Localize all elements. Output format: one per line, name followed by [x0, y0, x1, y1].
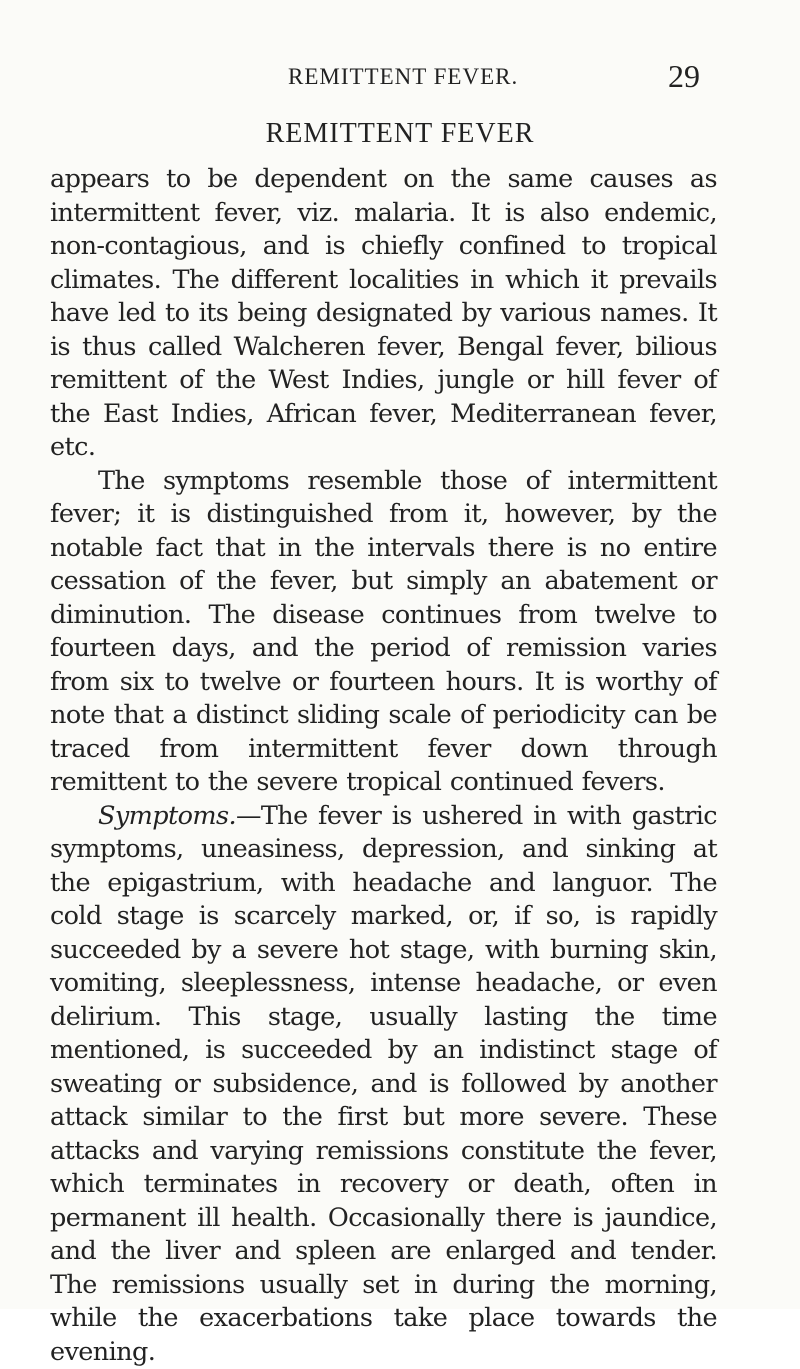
running-head	[230, 64, 710, 104]
symptoms-label: Symptoms.	[98, 801, 236, 831]
paragraph-symptoms-overview: The symptoms resemble those of intermittent fever; it is distinguished from it, however, by the notable fact that in the intervals there is no entire cessation of the fever, but simply an abatement or diminution. The disease continues from twelve to fourteen days, and the period of remission varies from six to twelve or fourteen hours. It is worthy of note that a distinct sliding scale of periodicity can be traced from intermittent fever down through remittent to the severe tropical continued fevers.	[50, 465, 717, 800]
paragraph-intro: appears to be dependent on the same causes as intermittent fever, viz. malaria. It is also endemic, non-contagious, and is chiefly confined to tropical climates. The different localities in which it prevails have led to its being designated by various names. It is thus called Walcheren fever, Bengal fever, bilious remittent of the West Indies, jungle or hill fever of the East Indies, African fever, Mediterranean fever, etc.	[50, 163, 717, 465]
symptoms-text: —The fever is ushered in with gastric symptoms, uneasiness, depression, and sinking at the epigastrium, with headache and languor. The cold stage is scarcely marked, or, if so, is rapidly succeeded by a severe hot stage, with burning skin, vomiting, sleeplessness, intense headache, or even delirium. This stage, usually lasting the time mentioned, is succeeded by an indistinct stage of sweating or subsidence, and is followed by another attack similar to the first but more severe. These attacks and varying remissions constitute the fever, which terminates in recovery or death, often in permanent ill health. Occasionally there is jaundice, and the liver and spleen are enlarged and tender. The remissions usually set in during the morning, while the exacerbations take place towards the evening.	[50, 801, 717, 1367]
body-text	[50, 163, 717, 1369]
page-number: 29	[668, 58, 700, 95]
paragraph-symptoms	[50, 800, 717, 1369]
running-head-title: REMITTENT FEVER.	[288, 64, 518, 90]
section-heading: REMITTENT FEVER	[0, 118, 800, 150]
